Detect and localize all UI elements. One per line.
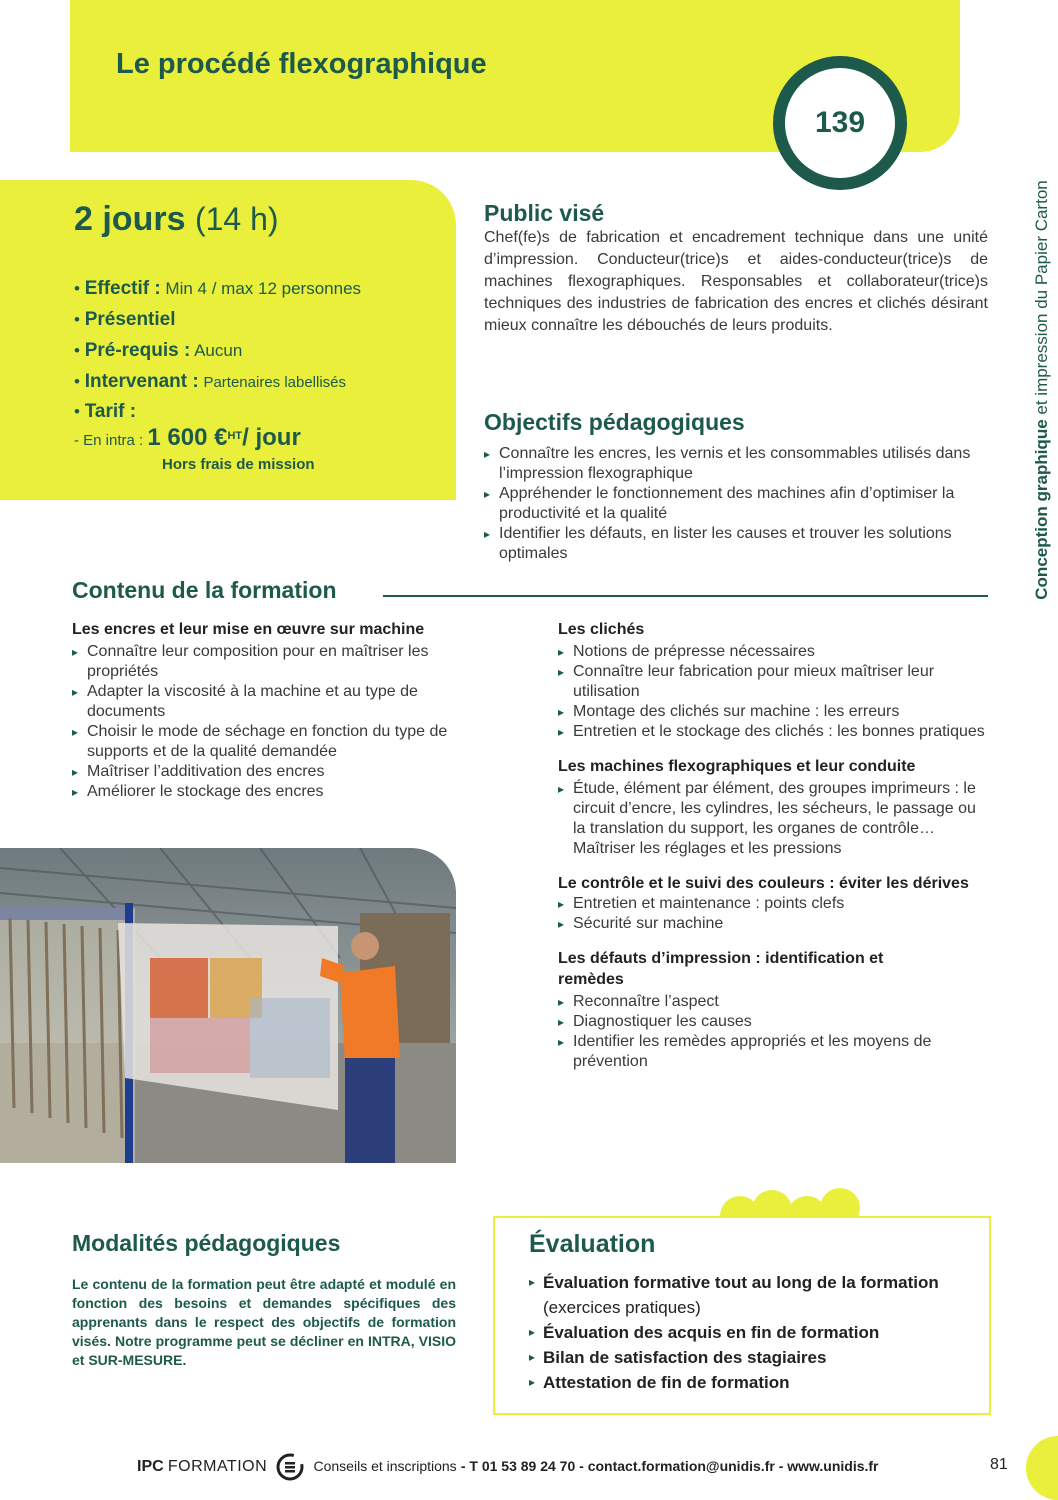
duration-hours: (14 h) — [194, 201, 279, 237]
list-item: ▸ Reconnaître l’aspect — [558, 992, 986, 1012]
list-item: ▸ Notions de prépresse nécessaires — [558, 642, 986, 662]
intra-price-line — [74, 424, 301, 452]
list-item: ▸ Entretien et maintenance : points clefs — [558, 894, 986, 914]
defauts-list — [558, 992, 986, 1072]
list-item: ▸ Appréhender le fonctionnement des machines afin d’optimiser la productivité et la qualité — [484, 484, 974, 524]
info-prerequis: • Pré-requis : Aucun — [74, 340, 243, 361]
price-sup: HT — [227, 430, 243, 442]
intervenant-value: Partenaires labellisés — [203, 374, 347, 391]
info-effectif: • Effectif : Min 4 / max 12 personnes — [74, 278, 362, 299]
list-item: ▸ Connaître les encres, les vernis et les consommables utilisés dans l’impression flexographique — [484, 444, 974, 484]
footer — [137, 1452, 879, 1482]
defauts-title: Les défauts d’impression : identification et remèdes — [558, 950, 884, 988]
duration — [74, 200, 279, 239]
list-item: ▸ Entretien et le stockage des clichés : les bonnes pratiques — [558, 722, 986, 742]
list-item: ▸ Identifier les défauts, en lister les causes et trouver les solutions optimales — [484, 524, 974, 564]
contenu-heading: Contenu de la formation — [72, 577, 337, 603]
list-item: ▸ Identifier les remèdes appropriés et les moyens de prévention — [558, 1032, 986, 1072]
course-code-badge — [773, 56, 907, 190]
presentiel-label: Présentiel — [84, 309, 176, 330]
contact-details: - T 01 53 89 24 70 - contact.formation@unidis.fr - www.unidis.fr — [460, 1457, 879, 1474]
objectifs-heading: Objectifs pédagogiques — [484, 409, 745, 435]
list-item: ▸ Connaître leur fabrication pour mieux maîtriser leur utilisation — [558, 662, 986, 702]
list-item: ▸ Bilan de satisfaction des stagiaires — [529, 1345, 969, 1370]
list-item: ▸ Évaluation des acquis en fin de formation — [529, 1320, 969, 1345]
controle-list — [558, 894, 986, 934]
effectif-label: Effectif : — [84, 278, 161, 299]
prerequis-value: Aucun — [194, 341, 243, 360]
price: 1 600 € — [147, 424, 228, 451]
info-intervenant: • Intervenant : Partenaires labellisés — [74, 371, 347, 392]
eval-item-main: Évaluation formative tout au long de la formation — [543, 1273, 939, 1292]
evaluation-heading: Évaluation — [529, 1230, 656, 1258]
controle-title: Le contrôle et le suivi des couleurs : éviter les dérives — [558, 875, 969, 892]
list-item: ▸ Maîtriser l’additivation des encres — [72, 762, 482, 782]
section-encres — [72, 619, 482, 802]
encres-list — [72, 642, 482, 802]
list-item: ▸ Choisir le mode de séchage en fonction du type de supports et de la qualité demandée — [72, 722, 482, 762]
price-unit: / jour — [242, 424, 301, 451]
modalites-heading: Modalités pédagogiques — [72, 1230, 341, 1256]
list-item: ▸ Diagnostiquer les causes — [558, 1012, 986, 1032]
side-text-bold: Conception graphique — [1032, 419, 1051, 600]
cliches-list — [558, 642, 986, 742]
corner-decoration — [1026, 1436, 1058, 1500]
list-item — [529, 1270, 969, 1320]
public-text: Chef(fe)s de fabrication et encadrement technique dans une unité d’impression. Conducteur(trice)s et aides-conducteur(trice)s de machines flexographiques. Responsables et collaborateur(trice)s techniques des industries de fabrication des encres et clichés désirant mieux connaître les débouchés de leurs produits. — [484, 229, 988, 334]
list-item: ▸ Attestation de fin de formation — [529, 1370, 969, 1395]
list-item: ▸ Montage des clichés sur machine : les erreurs — [558, 702, 986, 722]
brand-rest: FORMATION — [167, 1457, 268, 1475]
heading-rule — [383, 595, 988, 597]
machines-title: Les machines flexographiques et leur conduite — [558, 758, 916, 775]
machines-list — [558, 779, 986, 859]
objectifs-list — [484, 444, 974, 564]
encres-title: Les encres et leur mise en œuvre sur machine — [72, 621, 425, 638]
effectif-value: Min 4 / max 12 personnes — [165, 279, 362, 298]
intervenant-label: Intervenant : — [84, 371, 199, 392]
course-code: 139 — [814, 106, 866, 139]
duration-days: 2 jours — [74, 200, 186, 238]
printing-plate-photo — [0, 848, 456, 1163]
page-number: 81 — [990, 1456, 1008, 1473]
modalites-text: Le contenu de la formation peut être adapté et modulé en fonction des besoins et demandes spécifiques des apprenants dans le respect des objectifs de formation visés. Notre programme peut se décliner en INTRA, VISIO et SUR-MESURE. — [72, 1276, 456, 1368]
brand-bold: IPC — [137, 1457, 164, 1475]
contact-logo-icon — [275, 1452, 305, 1482]
prerequis-label: Pré-requis : — [84, 340, 191, 361]
list-item: ▸ Connaître leur composition pour en maîtriser les propriétés — [72, 642, 482, 682]
eval-item-sub: (exercices pratiques) — [543, 1298, 701, 1317]
list-item: ▸ Sécurité sur machine — [558, 914, 986, 934]
cliches-title: Les clichés — [558, 621, 645, 638]
page-title: Le procédé flexographique — [116, 48, 487, 80]
evaluation-list — [529, 1270, 969, 1395]
list-item: ▸ Étude, élément par élément, des groupes imprimeurs : le circuit d’encre, les cylindres, les sécheurs, le passage ou la translation du support, les organes de contrôle… Maîtriser les réglages et les pressions — [558, 779, 986, 859]
contenu-right-column — [558, 619, 986, 1072]
list-item: ▸ Adapter la viscosité à la machine et au type de documents — [72, 682, 482, 722]
info-presentiel: • Présentiel — [74, 309, 176, 330]
side-text-rest: et impression du Papier Carton — [1032, 180, 1051, 420]
photo-illustration — [0, 848, 456, 1163]
price-note: Hors frais de mission — [162, 456, 315, 473]
list-item: ▸ Améliorer le stockage des encres — [72, 782, 482, 802]
tarif-label: Tarif : — [84, 401, 137, 422]
side-section-label — [1022, 150, 1058, 630]
public-heading: Public visé — [484, 200, 605, 226]
info-tarif: • Tarif : — [74, 401, 137, 422]
intra-label: - En intra : — [74, 432, 144, 449]
contact-label: Conseils et inscriptions — [313, 1457, 457, 1474]
